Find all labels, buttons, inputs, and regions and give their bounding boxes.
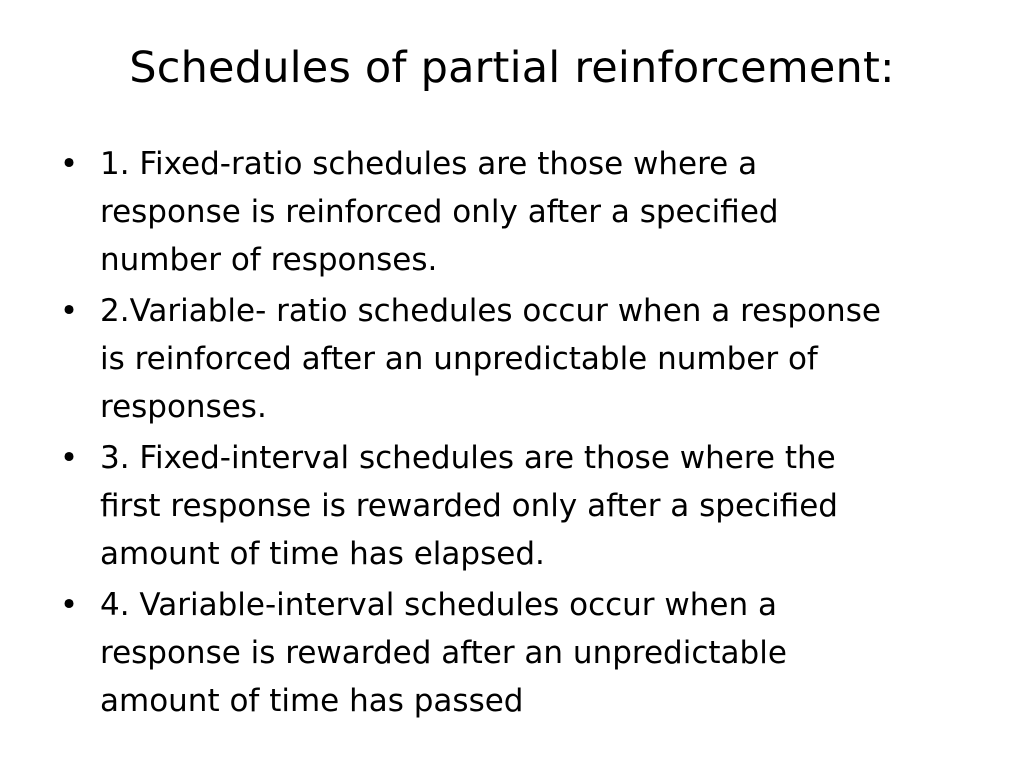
bullet-icon: • [59, 146, 79, 182]
bullet-icon: • [59, 293, 79, 329]
slide-title: Schedules of partial reinforcement: [129, 43, 895, 93]
bullet-item-4 [56, 581, 986, 725]
bullet-item-1 [56, 140, 986, 284]
bullet-3-line-3: amount of time has elapsed. [100, 536, 545, 572]
bullet-item-2 [56, 287, 986, 431]
bullet-2-line-2: is reinforced after an unpredictable number of [100, 341, 818, 377]
bullet-3-line-1: 3. Fixed-interval schedules are those where the [100, 440, 836, 476]
bullet-3-line-2: first response is rewarded only after a specified [100, 488, 838, 524]
bullet-4-line-3: amount of time has passed [100, 683, 524, 719]
bullet-2-line-1: 2.Variable- ratio schedules occur when a response [100, 293, 881, 329]
bullet-4-line-1: 4. Variable-interval schedules occur when a [100, 587, 777, 623]
bullet-4-line-2: response is rewarded after an unpredictable [100, 635, 787, 671]
bullet-1-line-1: 1. Fixed-ratio schedules are those where a [100, 146, 758, 182]
bullet-1-line-3: number of responses. [100, 242, 438, 278]
bullet-icon: • [59, 440, 79, 476]
bullet-list [56, 140, 986, 728]
bullet-2-line-3: responses. [100, 389, 267, 425]
bullet-icon: • [59, 587, 79, 623]
bullet-1-line-2: response is reinforced only after a specified [100, 194, 779, 230]
bullet-item-3 [56, 434, 986, 578]
